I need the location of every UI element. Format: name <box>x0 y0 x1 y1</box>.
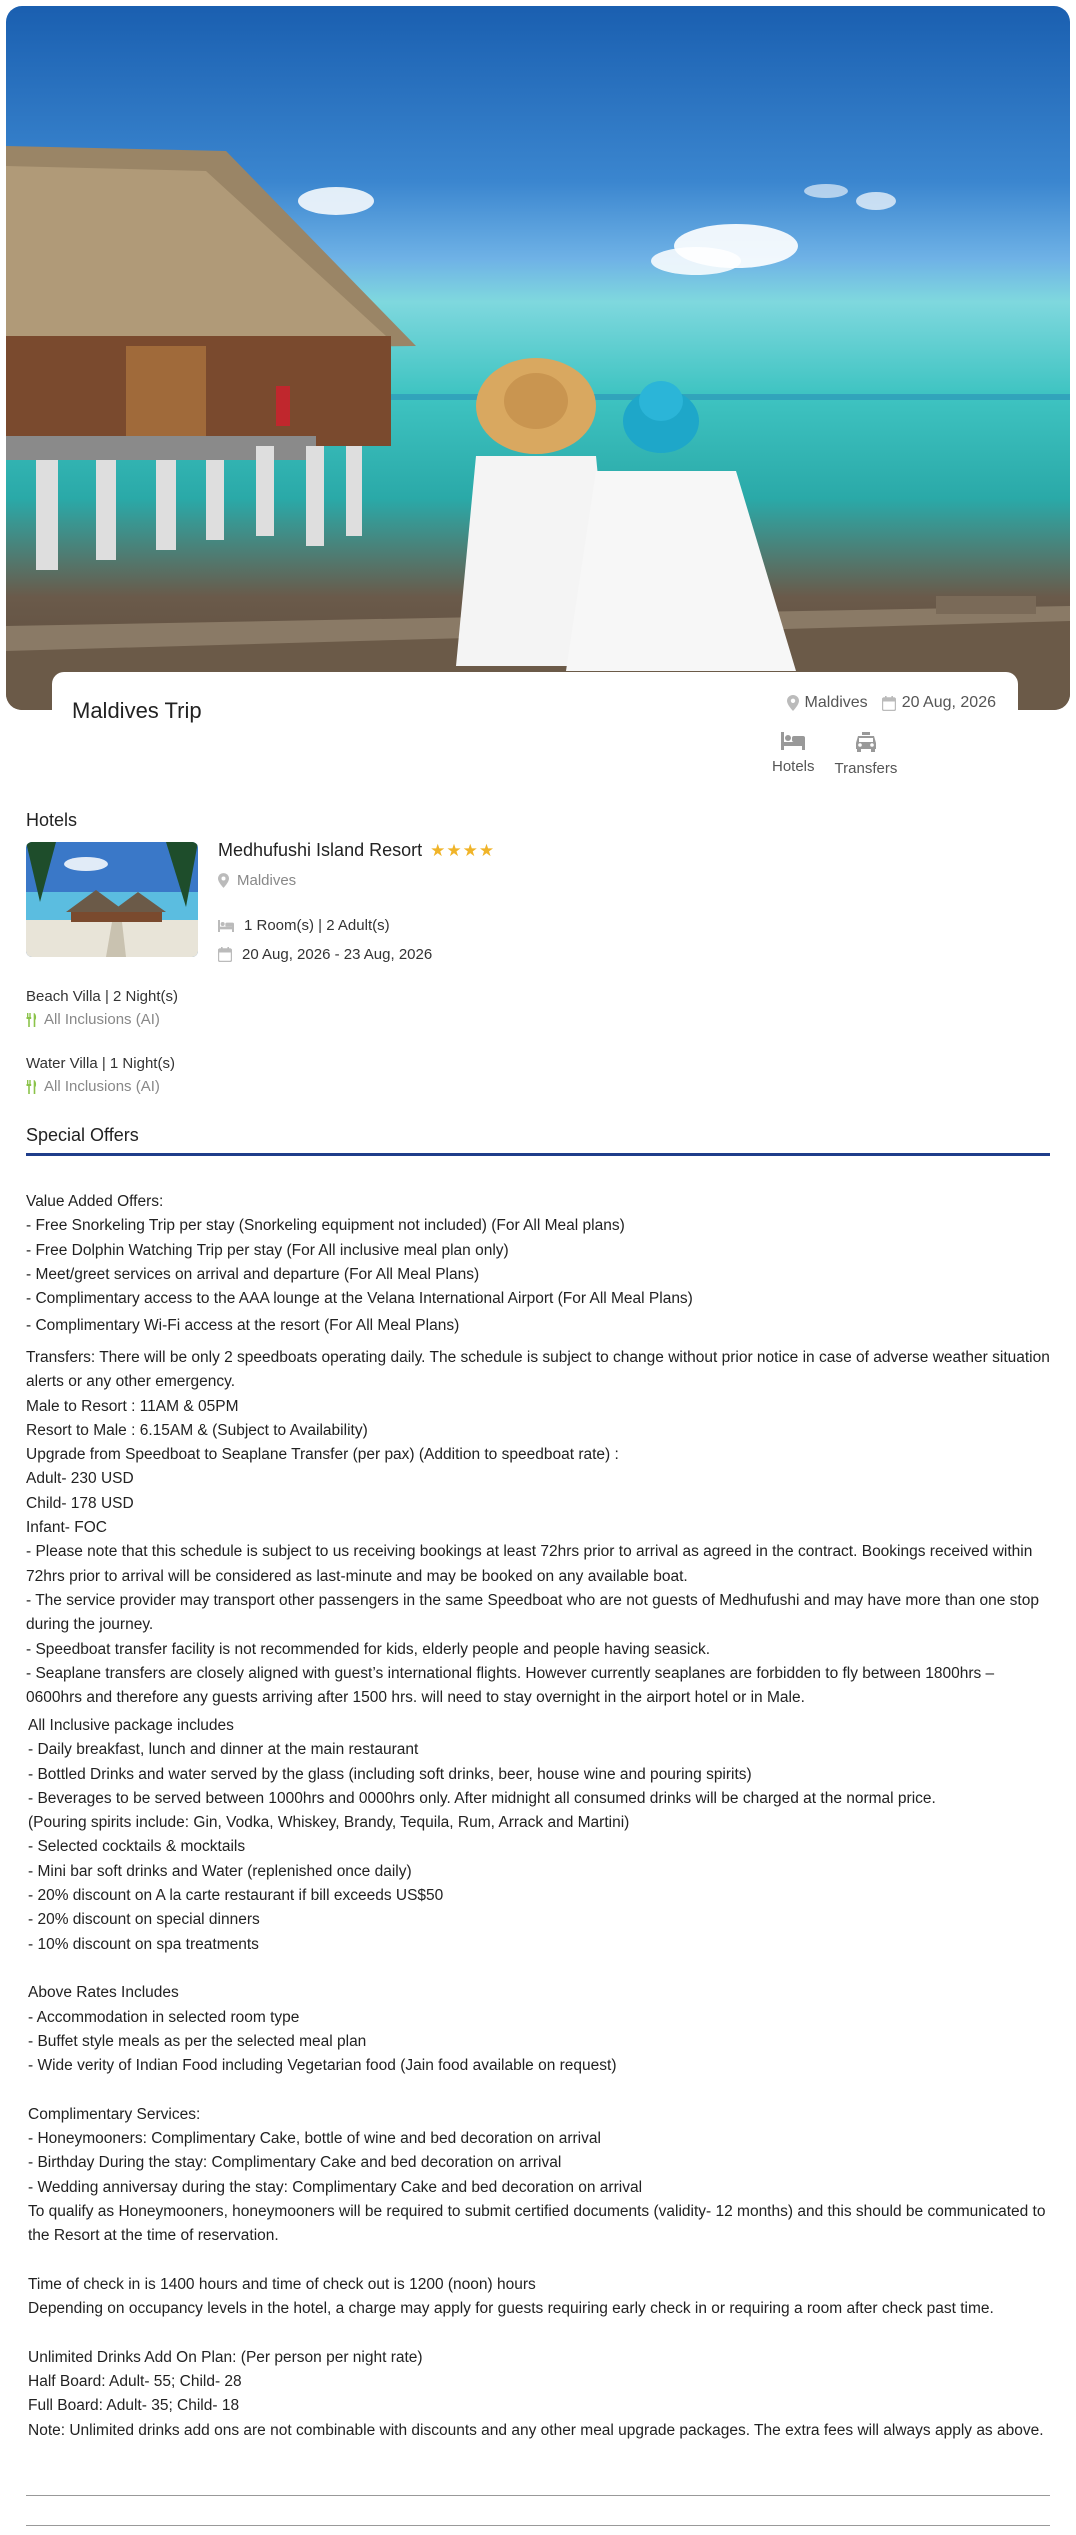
hotel-occupancy-text: 1 Room(s) | 2 Adult(s) <box>244 917 390 934</box>
trip-summary-card <box>52 672 1018 732</box>
hotel-dates-text <box>242 946 432 963</box>
offers-wifi <box>26 1314 1052 1338</box>
hotel-location-text: Maldives <box>237 872 297 889</box>
tab-transfers-label: Transfers <box>834 760 898 777</box>
location-pin-icon <box>218 873 229 888</box>
hero-image <box>6 6 1070 710</box>
offers-all-inclusive <box>28 1714 1054 2443</box>
trip-location-text: Maldives <box>804 694 868 711</box>
car-icon <box>855 732 877 752</box>
check-out-date: 23 Aug, 2026 <box>343 946 433 963</box>
hotel-name-row <box>218 840 495 861</box>
calendar-icon <box>882 696 896 711</box>
category-tabs <box>772 732 897 777</box>
fork-knife-icon <box>26 1013 38 1027</box>
hotel-image[interactable] <box>26 842 198 957</box>
trip-date-text: 20 Aug, 2026 <box>901 694 996 711</box>
room-1-inclusion-text: All Inclusions (AI) <box>44 1011 160 1028</box>
tab-hotels-label: Hotels <box>772 758 815 775</box>
trip-meta <box>787 694 996 712</box>
value-added-offers-text: Value Added Offers: - Free Snorkeling Trip per stay (Snorkeling equipment not included) (For All Meal plans) - Free Dolphin Watching Trip per stay (For All inclusive meal plan only) - Meet/greet services on arrival and departure (For All Meal Plans) - Complimentary access to the AAA lounge at the Velana International Airport (For All Meal Plans) <box>26 1193 693 1308</box>
bed-icon <box>781 732 805 750</box>
trip-date <box>882 694 996 712</box>
tab-transfers[interactable] <box>835 732 898 777</box>
room-2-inclusion <box>26 1078 160 1095</box>
date-separator: - <box>334 946 340 963</box>
hotel-occupancy <box>218 917 390 934</box>
fork-knife-icon <box>26 1080 38 1094</box>
trip-title: Maldives Trip <box>72 698 202 723</box>
room-1-inclusion <box>26 1011 160 1028</box>
trip-location <box>787 694 868 712</box>
calendar-icon <box>218 947 232 962</box>
wifi-offer-text: - Complimentary Wi-Fi access at the resort (For All Meal Plans) <box>26 1317 460 1334</box>
special-offers-active-indicator <box>26 1153 1050 1156</box>
maldives-couple-illustration <box>6 6 1070 710</box>
all-inclusive-text: All Inclusive package includes - Daily breakfast, lunch and dinner at the main restaurant - Bottled Drinks and water served by the glass (including soft drinks, beer, house wine and pouring spirits) - Beverages to be served between 1000hrs and 0000hrs only. After midnight all consumed drinks will be charged at the normal price. (Pouring spirits include: Gin, Vodka, Whiskey, Brandy, Tequila, Rum, Arrack and Martini) - Selected cocktails & mocktails - Mini bar soft drinks and Water (replenished once daily) - 20% discount on A la carte restaurant if bill exceeds US$50 - 20% discount on special dinners - 10% discount on spa treatments Above Rates Includes - Accommodation in selected room type - Buffet style meals as per the selected meal plan - Wide verity of Indian Food including Vegetarian food (Jain food available on request) Complimentary Services: - Honeymooners: Complimentary Cake, bottle of wine and bed decoration on arrival - Birthday During the stay: Complimentary Cake and bed decoration on arrival - Wedding anniversay during the stay: Complimentary Cake and bed decoration on arrival To qualify as Honeymooners, honeymooners will be required to submit certified documents (validity- 12 months) and this should be communicated to the Resort at the time of reservation. Time of check in is 1400 hours and time of check out is 1200 (noon) hours Depending on occupancy levels in the hotel, a charge may apply for guests requiring early check in or requiring a room after check past time. Unlimited Drinks Add On Plan: (Per person per night rate) Half Board: Adult- 55; Child- 28 Full Board: Adult- 35; Child- 18 Note: Unlimited drinks add ons are not combinable with discounts and any other meal upgrade packages. The extra fees will always apply as above. <box>28 1717 1046 2439</box>
bed-icon <box>218 920 234 932</box>
divider-2 <box>26 2525 1050 2526</box>
hotel-dates <box>218 946 432 963</box>
hotel-location <box>218 872 296 889</box>
room-2-title: Water Villa | 1 Night(s) <box>26 1055 175 1072</box>
offers-value-added <box>26 1190 1052 1311</box>
check-in-date: 20 Aug, 2026 <box>242 946 331 963</box>
offers-transfers <box>26 1346 1052 1710</box>
tab-hotels[interactable] <box>772 732 815 777</box>
transfers-text: Transfers: There will be only 2 speedboats operating daily. The schedule is subject to change without prior notice in case of adverse weather situation alerts or any other emergency. Male to Resort : 11AM & 05PM Resort to Male : 6.15AM & (Subject to Availability) Upgrade from Speedboat to Seaplane Transfer (per pax) (Addition to speedboat rate) : Adult- 230 USD Child- 178 USD Infant- FOC - Please note that this schedule is subject to us receiving bookings at least 72hrs prior to arrival as agreed in the contract. Bookings received within 72hrs prior to arrival will be considered as last-minute and may be booked on any available boat. - The service provider may transport other passengers in the same Speedboat who are not guests of Medhufushi and may have more than one stop during the journey. - Speedboat transfer facility is not recommended for kids, elderly people and people having seasick. - Seaplane transfers are closely aligned with guest’s international flights. However currently seaplanes are forbidden to fly between 1800hrs – 0600hrs and therefore any guests arriving after 1500 hrs. will need to stay overnight in the airport hotel or in Male. <box>26 1349 1050 1707</box>
room-2-inclusion-text: All Inclusions (AI) <box>44 1078 160 1095</box>
room-1-title: Beach Villa | 2 Night(s) <box>26 988 179 1005</box>
divider-1 <box>26 2495 1050 2496</box>
hotel-name[interactable]: Medhufushi Island Resort <box>218 840 423 860</box>
hotel-star-rating: ★★★★ <box>430 840 496 860</box>
hotel-photo <box>26 842 198 957</box>
special-offers-heading[interactable]: Special Offers <box>26 1125 139 1145</box>
hotels-heading: Hotels <box>26 810 78 830</box>
location-pin-icon <box>787 695 799 711</box>
